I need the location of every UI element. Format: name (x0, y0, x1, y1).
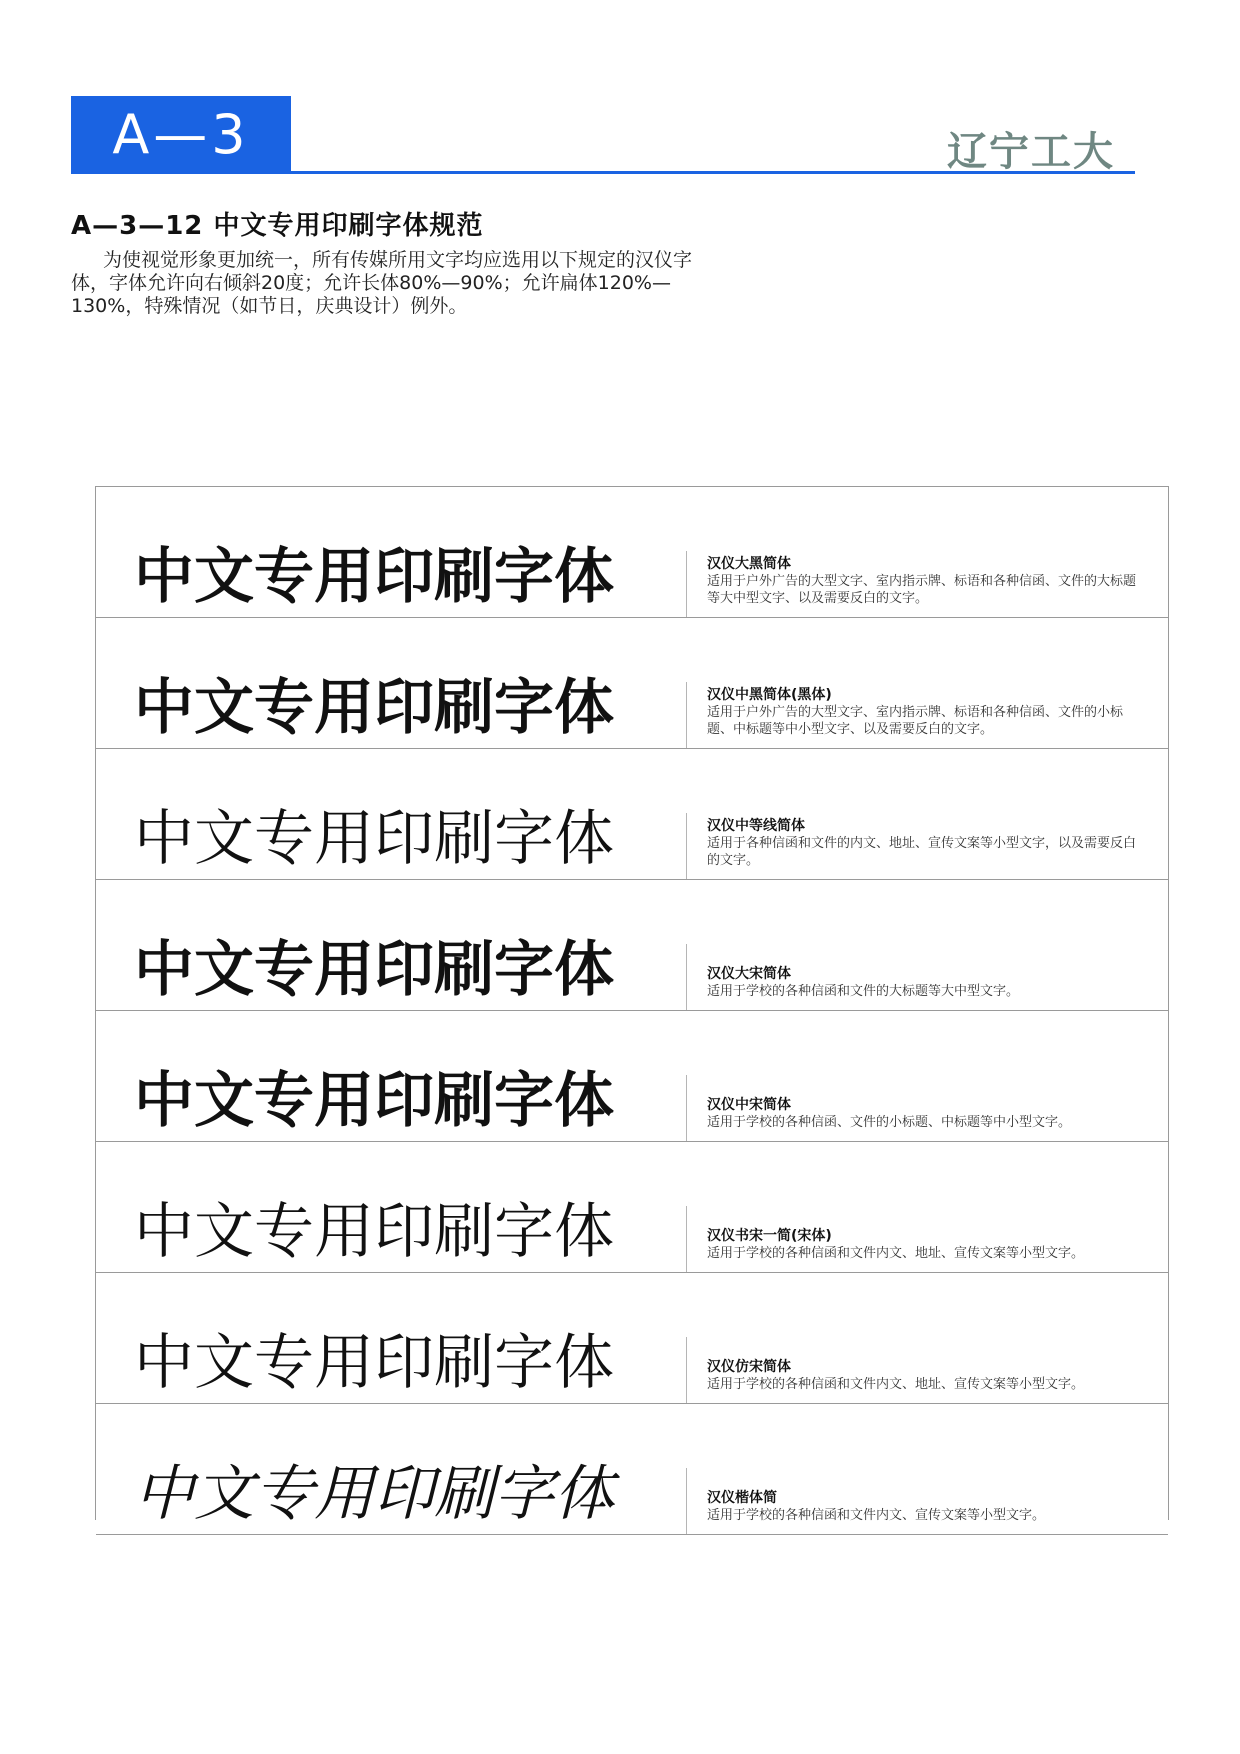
font-description (707, 1227, 1147, 1262)
font-usage: 适用于户外广告的大型文字、室内指示牌、标语和各种信函、文件的小标题、中标题等中小型文字、以及需要反白的文字。 (707, 705, 1124, 737)
row-divider (686, 682, 687, 748)
font-row (96, 1273, 1168, 1404)
font-usage: 适用于学校的各种信函和文件内文、地址、宣传文案等小型文字。 (707, 1246, 1085, 1261)
font-sample: 中文专用印刷字体 (134, 1461, 614, 1527)
intro-text (71, 249, 711, 318)
row-divider (686, 813, 687, 879)
font-usage: 适用于学校的各种信函和文件的大标题等大中型文字。 (707, 984, 1020, 999)
font-usage: 适用于户外广告的大型文字、室内指示牌、标语和各种信函、文件的大标题等大中型文字、以及需要反白的文字。 (707, 574, 1137, 606)
font-sample: 中文专用印刷字体 (134, 1197, 614, 1267)
font-description (707, 555, 1147, 607)
font-sample: 中文专用印刷字体 (134, 542, 614, 612)
font-sample: 中文专用印刷字体 (134, 804, 614, 874)
font-description (707, 1489, 1147, 1524)
font-row (96, 1142, 1168, 1273)
font-usage: 适用于学校的各种信函、文件的小标题、中标题等中小型文字。 (707, 1115, 1072, 1130)
font-name: 汉仪中宋简体 (707, 1097, 791, 1113)
font-row (96, 749, 1168, 880)
font-row (96, 1404, 1168, 1535)
font-name: 汉仪仿宋简体 (707, 1359, 791, 1375)
font-description (707, 686, 1147, 738)
font-description (707, 817, 1147, 869)
font-row (96, 487, 1168, 618)
font-sample: 中文专用印刷字体 (134, 935, 614, 1005)
font-sample: 中文专用印刷字体 (134, 673, 614, 743)
row-divider (686, 551, 687, 617)
font-row (96, 1011, 1168, 1142)
font-usage: 适用于学校的各种信函和文件内文、地址、宣传文案等小型文字。 (707, 1377, 1085, 1392)
section-tab (71, 96, 291, 172)
font-row (96, 880, 1168, 1011)
font-description (707, 965, 1147, 1000)
font-name: 汉仪书宋一简(宋体) (707, 1228, 832, 1244)
font-name: 汉仪大宋简体 (707, 966, 791, 982)
row-divider (686, 1075, 687, 1141)
font-row (96, 618, 1168, 749)
font-usage: 适用于学校的各种信函和文件内文、宣传文案等小型文字。 (707, 1508, 1046, 1523)
row-divider (686, 1337, 687, 1403)
font-description (707, 1096, 1147, 1131)
intro-paragraph: 为使视觉形象更加统一，所有传媒所用文字均应选用以下规定的汉仪字体，字体允许向右倾斜20度；允许长体80%—90%；允许扁体120%—130%，特殊情况（如节日，庆典设计）例外。 (71, 249, 693, 317)
font-name: 汉仪中黑简体(黑体) (707, 687, 832, 703)
font-specimen-table (95, 486, 1169, 1527)
row-divider (686, 1468, 687, 1534)
row-divider (686, 1206, 687, 1272)
font-name: 汉仪楷体简 (707, 1490, 777, 1506)
font-usage: 适用于各种信函和文件的内文、地址、宣传文案等小型文字，以及需要反白的文字。 (707, 836, 1137, 868)
font-sample: 中文专用印刷字体 (134, 1330, 614, 1396)
section-tab-label: A—3 (112, 102, 250, 166)
section-title: A—3—12 中文专用印刷字体规范 (71, 211, 484, 241)
font-name: 汉仪大黑简体 (707, 556, 791, 572)
brand-logo: 辽宁工大 (947, 128, 1115, 175)
font-name: 汉仪中等线简体 (707, 818, 805, 834)
row-divider (686, 944, 687, 1010)
font-description (707, 1358, 1147, 1393)
font-sample: 中文专用印刷字体 (134, 1066, 614, 1136)
